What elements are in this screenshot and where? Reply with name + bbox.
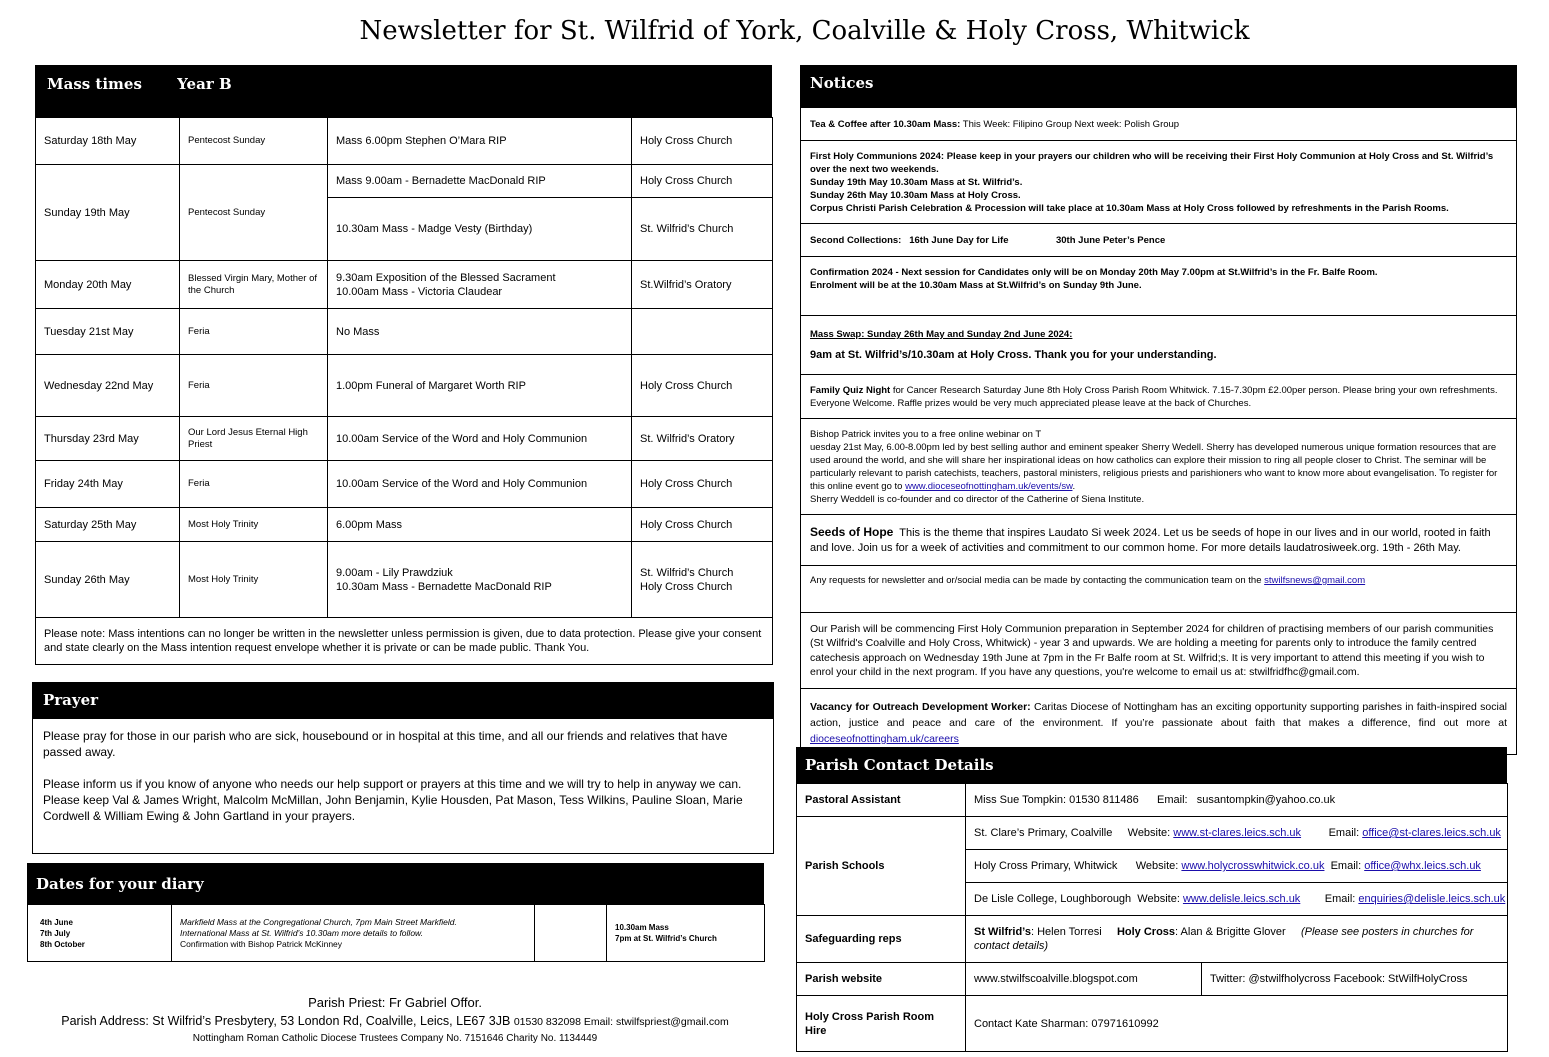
school-email-label: Email:: [1330, 860, 1362, 872]
notice-seeds-of-hope: [801, 515, 1516, 566]
newsletter-email-link[interactable]: stwilfsnews@gmail.com: [1264, 575, 1366, 586]
notice-text: Any requests for newsletter and or/social media can be made by contacting the communication team on the: [810, 575, 1262, 586]
notice-fhc-preparation: [801, 613, 1516, 689]
notice-text: This Week: Filipino Group Next week: Polish Group: [962, 118, 1180, 130]
mass-day: Saturday 25th May: [36, 508, 180, 542]
contact-value: Contact Kate Sharman: 07971610992: [966, 996, 1508, 1052]
notice-label: Family Quiz Night: [810, 384, 891, 396]
mass-feast: Most Holy Trinity: [180, 542, 328, 618]
school-row: [966, 883, 1508, 916]
diary-time: 10.30am Mass: [615, 923, 669, 932]
diary-event: Confirmation with Bishop Patrick McKinney: [180, 938, 343, 949]
mass-line: 10.30am Mass - Bernadette MacDonald RIP: [336, 580, 552, 593]
notice-text: Enrolment will be at the 10.30am Mass at St.Wilfrid’s on Sunday 9th June.: [810, 280, 1142, 291]
table-row: [36, 508, 773, 542]
parish-phone-email: 01530 832098 Email: stwilfspriest@gmail.com: [513, 1016, 729, 1028]
mass-feast: Pentecost Sunday: [180, 165, 328, 261]
table-row: [36, 461, 773, 508]
table-row: [36, 355, 773, 417]
mass-place: St. Wilfrid’s Oratory: [632, 417, 773, 461]
mass-feast: Most Holy Trinity: [180, 508, 328, 542]
school-email-label: Email:: [1324, 893, 1356, 905]
mass-times-table: [35, 117, 773, 665]
notice-quiz-night: [801, 375, 1516, 419]
notice-bishop-webinar: Bishop Patrick invites you to a free online webinar on T uesday 21st May, 6.00-8.00pm led by best selling author and eminent speaker Sherry Wedell. Sherry has developed numerous unique formation resources that are used around the world, and she will share her inspirational ideas on how catholics can explore their mission to ring all people closer to Christ. The seminar will be particularly relevant to parish catechists, teachers, pastoral ministers, religious priests and parishioners who want to know more about evangelisation. To register for this online event go to www.dioceseofnottingham.uk/events/sw. Sherry Weddell is co-founder and co director of the Catherine of Siena Institute.: [801, 419, 1516, 515]
mass-line: 10.00am Mass - Victoria Claudear: [336, 285, 503, 298]
contact-value: Miss Sue Tompkin: 01530 811486 Email: susantompkin@yahoo.co.uk: [966, 784, 1508, 817]
contact-table: [796, 783, 1508, 1052]
mass-day: Friday 24th May: [36, 461, 180, 508]
notice-text: Corpus Christi Parish Celebration & Procession will take place at 10.30am Mass at Holy Cross followed by refreshments in the Parish Rooms.: [810, 202, 1449, 214]
mass-feast: Our Lord Jesus Eternal High Priest: [180, 417, 328, 461]
school-email-link[interactable]: office@st-clares.leics.sch.uk: [1362, 827, 1501, 839]
mass-place: Holy Cross Church: [632, 165, 773, 198]
mass-intention: 10.00am Service of the Word and Holy Communion: [328, 461, 632, 508]
notice-label: Tea & Coffee after 10.30am Mass:: [810, 118, 961, 130]
mass-day: Sunday 26th May: [36, 542, 180, 618]
prayer-section: [32, 682, 774, 854]
table-row: [36, 261, 773, 309]
notice-text: Sunday 19th May 10.30am Mass at St. Wilfrid’s.: [810, 176, 1023, 188]
liturgical-year: Year B: [177, 75, 232, 93]
mass-place: [632, 542, 773, 618]
diary-time: 7pm at St. Wilfrid’s Church: [615, 934, 717, 943]
mass-feast: Feria: [180, 461, 328, 508]
mass-place: St.Wilfrid’s Oratory: [632, 261, 773, 309]
mass-day: Monday 20th May: [36, 261, 180, 309]
mass-intention: 1.00pm Funeral of Margaret Worth RIP: [328, 355, 632, 417]
notice-text: First Holy Communions 2024: Please keep in your prayers our children who will be receiving their First Holy Communion at Holy Cross and St. Wilfrid’s over the next two weekends.: [810, 150, 1494, 175]
mass-day: Wednesday 22nd May: [36, 355, 180, 417]
prayer-paragraph: Please pray for those in our parish who are sick, housebound or in hospital at this time, and all our friends and relatives that have passed away.: [43, 729, 728, 759]
school-email-label: Email:: [1328, 827, 1360, 839]
mass-intention: 10.30am Mass - Madge Vesty (Birthday): [328, 198, 632, 261]
notice-text: 9am at St. Wilfrid’s/10.30am at Holy Cross. Thank you for your understanding.: [810, 349, 1217, 361]
mass-intention: 6.00pm Mass: [328, 508, 632, 542]
table-row: [36, 118, 773, 165]
notice-text: Bishop Patrick invites you to a free online webinar on T: [810, 428, 1042, 440]
notice-text: Second Collections: 16th June Day for Life 30th June Peter’s Pence: [810, 234, 1166, 246]
mass-intention: No Mass: [328, 309, 632, 355]
mass-intention: 10.00am Service of the Word and Holy Communion: [328, 417, 632, 461]
notice-text: Confirmation 2024 - Next session for Candidates only will be on Monday 20th May 7.00pm at St.Wilfrid’s in the Fr. Balfe Room.: [810, 267, 1378, 278]
mass-day: Sunday 19th May: [36, 165, 180, 261]
mass-feast: Feria: [180, 355, 328, 417]
school-name: Holy Cross Primary, Whitwick Website:: [974, 860, 1179, 872]
notice-confirmation: [801, 257, 1516, 316]
mass-place: Holy Cross Church: [632, 461, 773, 508]
table-row: [797, 916, 1508, 963]
mass-feast: Pentecost Sunday: [180, 118, 328, 165]
table-row: [797, 784, 1508, 817]
mass-place: Holy Cross Church: [632, 118, 773, 165]
charity-info: Nottingham Roman Catholic Diocese Trustees Company No. 7151646 Charity No. 1134449: [192, 1033, 598, 1044]
school-row: [966, 817, 1508, 850]
notices-section: [800, 65, 1517, 755]
notice-text: This is the theme that inspires Laudato Si week 2024. Let us be seeds of hope in our lives and in our world, rooted in faith and love. Join us for a week of activities and commitment to our common home. For more details laudatrosiweek.org. 19th - 26th May.: [810, 526, 1491, 554]
diary-times: [607, 905, 765, 962]
mass-intention: Mass 6.00pm Stephen O’Mara RIP: [328, 118, 632, 165]
table-row: [797, 996, 1508, 1052]
contact-label: Parish Schools: [797, 817, 966, 916]
notice-tea-coffee: [801, 108, 1516, 141]
safeguarding-note: (Please see posters in churches for contact details): [974, 926, 1474, 952]
mass-note: Please note: Mass intentions can no longer be written in the newsletter unless permission is given, due to data protection. Please give your consent and state clearly on the Mass intention request envelope whether it is private or can be made public. Thank You.: [36, 618, 773, 665]
notice-mass-swap: [801, 316, 1516, 375]
prayer-body: [33, 719, 773, 833]
diary-event: Markfield Mass at the Congregational Church, 7pm Main Street Markfield.: [180, 916, 457, 927]
school-website-link[interactable]: www.delisle.leics.sch.uk: [1182, 893, 1301, 905]
mass-place-line: Holy Cross Church: [640, 580, 733, 593]
diary-date: 8th October: [40, 939, 85, 949]
careers-link[interactable]: dioceseofnottingham.uk/careers: [810, 732, 959, 745]
mass-feast: Blessed Virgin Mary, Mother of the Church: [180, 261, 328, 309]
table-row: [28, 905, 765, 962]
parish-address-line: [20, 1014, 770, 1028]
diary-empty-cell: [535, 905, 607, 962]
diary-date: 4th June: [40, 917, 73, 927]
table-row: [36, 309, 773, 355]
contact-label: Pastoral Assistant: [797, 784, 966, 817]
prayer-paragraph: Please inform us if you know of anyone who needs our help support or prayers at this time and we will try to help in anyway we can. Please keep Val & James Wright, Malcolm McMillan, John Benjamin, Kylie Housden, Pat Mason, Tess Wilkins, Pauline Sloan, Marie Cordwell & William Ewing & John Gartland in your prayers.: [43, 777, 743, 823]
school-website-link[interactable]: www.holycrosswhitwick.co.uk: [1181, 860, 1325, 872]
notice-first-communion: [801, 141, 1516, 224]
parish-priest: Parish Priest: Fr Gabriel Offor.: [308, 995, 482, 1010]
table-row: [797, 817, 1508, 850]
parish-social: Twitter: @stwilfholycross Facebook: StWilfHolyCross: [1202, 963, 1508, 996]
mass-day: Tuesday 21st May: [36, 309, 180, 355]
diary-date: 7th July: [40, 928, 71, 938]
notice-text: Caritas Diocese of Nottingham has an exciting opportunity supporting parishes in faith-inspired social action, justice and peace and care of the environment. If you’re passionate about faith that makes a difference, find out more at: [810, 700, 1507, 729]
mass-place: Holy Cross Church: [632, 508, 773, 542]
diary-event: International Mass at St. Wilfrid’s 10.30am more details to follow.: [180, 927, 424, 938]
diary-dates: [28, 905, 172, 962]
school-name: De Lisle College, Loughborough Website:: [974, 893, 1180, 905]
notice-text: uesday 21st May, 6.00-8.00pm led by best selling author and eminent speaker Sherry Wedell. Sherry has developed numerous unique formation resources that are used around the world, and she will share her inspirational ideas on how catholics can explore their mission to ring all people closer to Christ. The seminar will be particularly relevant to parish catechists, teachers, pastoral ministers, religious priests and parishioners who want to know more about evangelisation. To register for this online event go to: [810, 441, 1498, 492]
notice-label: Seeds of Hope: [810, 524, 894, 539]
contact-value: [966, 916, 1508, 963]
notice-text: Sherry Weddell is co-founder and co director of the Catherine of Siena Institute.: [810, 493, 1145, 505]
mass-place: Holy Cross Church: [632, 355, 773, 417]
mass-intention: [328, 261, 632, 309]
table-row: [36, 417, 773, 461]
safeguarding-parish: St Wilfrid’s: [974, 926, 1031, 938]
mass-intention: Mass 9.00am - Bernadette MacDonald RIP: [328, 165, 632, 198]
school-name: St. Clare’s Primary, Coalville Website:: [974, 827, 1171, 839]
school-email-link[interactable]: enquiries@delisle.leics.sch.uk: [1358, 893, 1506, 905]
table-row: [36, 542, 773, 618]
mass-feast: Feria: [180, 309, 328, 355]
table-row: [797, 963, 1508, 996]
notice-requests: [801, 566, 1516, 613]
contact-label: Safeguarding reps: [797, 916, 966, 963]
mass-times-title: Mass times: [47, 75, 142, 93]
notice-text: Sunday 26th May 10.30am Mass at Holy Cross.: [810, 189, 1021, 201]
diary-section: [27, 863, 764, 962]
contact-header: Parish Contact Details: [796, 747, 1507, 783]
notice-label: Vacancy for Outreach Development Worker:: [810, 700, 1031, 713]
school-website-link[interactable]: www.st-clares.leics.sch.uk: [1173, 827, 1302, 839]
mass-place: [632, 309, 773, 355]
mass-place-line: St. Wilfrid’s Church: [640, 566, 734, 579]
diary-header: Dates for your diary: [27, 863, 764, 904]
mass-place: St. Wilfrid’s Church: [632, 198, 773, 261]
safeguarding-parish: Holy Cross: [1116, 926, 1176, 938]
parish-address: Parish Address: St Wilfrid’s Presbytery, 53 London Rd, Coalville, Leics, LE67 3JB: [61, 1014, 511, 1028]
mass-day: Saturday 18th May: [36, 118, 180, 165]
diary-table: [27, 904, 765, 962]
webinar-link[interactable]: www.dioceseofnottingham.uk/events/sw: [905, 480, 1073, 492]
safeguarding-rep: : Helen Torresi: [1030, 926, 1102, 938]
newsletter-title: Newsletter for St. Wilfrid of York, Coalville & Holy Cross, Whitwick: [359, 16, 1250, 46]
safeguarding-rep: : Alan & Brigitte Glover: [1175, 926, 1286, 938]
contact-label: Parish website: [797, 963, 966, 996]
notice-title: Mass Swap: Sunday 26th May and Sunday 2nd June 2024:: [810, 329, 1073, 340]
notice-text: for Cancer Research Saturday June 8th Holy Cross Parish Room Whitwick. 7.15-7.30pm £2.00per person. Please bring your own refreshments. Everyone Welcome. Raffle prizes would be very much appreciated please leave at the back of Churches.: [810, 384, 1498, 409]
mass-intention: [328, 542, 632, 618]
notice-vacancy: [801, 689, 1516, 756]
school-email-link[interactable]: office@whx.leics.sch.uk: [1364, 860, 1481, 872]
parish-website[interactable]: www.stwilfscoalville.blogspot.com: [966, 963, 1202, 996]
contact-section: [796, 747, 1507, 1052]
prayer-header: Prayer: [33, 683, 773, 719]
mass-line: 9.00am - Lily Prawdziuk: [336, 566, 453, 579]
table-row: [36, 165, 773, 198]
notice-collections: [801, 224, 1516, 257]
notices-header: Notices: [801, 66, 1516, 108]
notice-text: Our Parish will be commencing First Holy Communion preparation in September 2024 for children of practising members of our parish communities (St Wilfrid's Coalville and Holy Cross, Whitwick) - year 3 and upwards. We are holding a meeting for parents only to introduce the family centred catechesis approach on Wednesday 19th June at 7pm in the Fr Balfe room at St. Wilfrid;s. It is very important to attend this meeting if you wish to enrol your child in the next program. If you have any questions, you're welcome to email us at: stwilfridfhc@gmail.com.: [810, 622, 1494, 678]
diary-events: [172, 905, 535, 962]
mass-day: Thursday 23rd May: [36, 417, 180, 461]
mass-times-header: [35, 65, 772, 117]
school-row: [966, 850, 1508, 883]
mass-line: 9.30am Exposition of the Blessed Sacrament: [336, 271, 556, 284]
table-row: [36, 618, 773, 665]
mass-times-section: [35, 65, 772, 665]
contact-label: Holy Cross Parish Room Hire: [797, 996, 966, 1052]
